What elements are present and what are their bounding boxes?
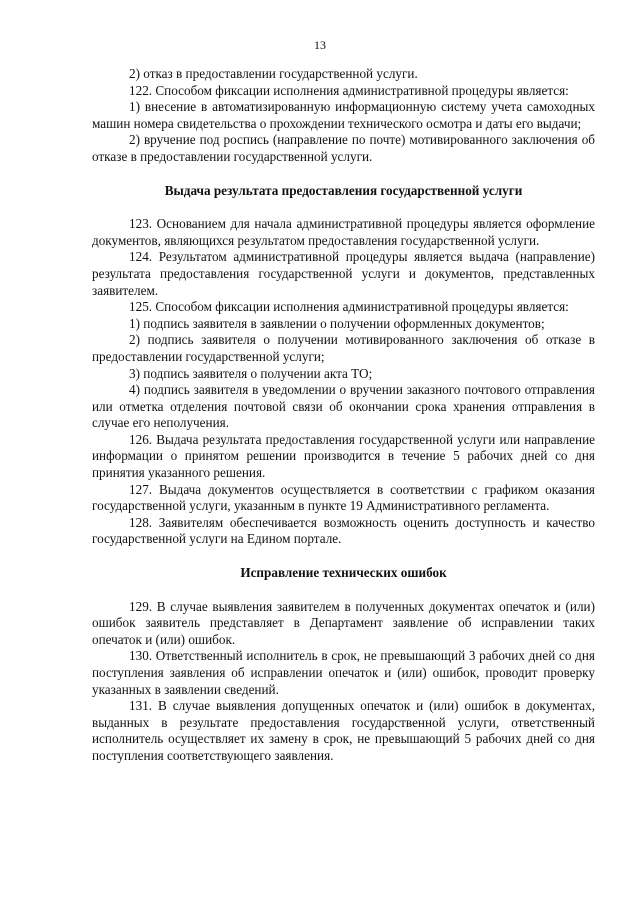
section-heading: Выдача результата предоставления государственной услуги [164,182,523,198]
paragraph: 128. Заявителям обеспечивается возможность оценить доступность и качество государственной услуги на Едином портале. [92,514,595,547]
page-number: 13 [314,38,326,52]
paragraph: 125. Способом фиксации исполнения административной процедуры является: [129,299,569,315]
paragraph: 126. Выдача результата предоставления государственной услуги или направление информации о принятом решении производится в течение 5 рабочих дней со дня принятия указанного решения. [92,431,595,481]
paragraph: 130. Ответственный исполнитель в срок, не превышающий 3 рабочих дней со дня поступления заявления об исправлении опечаток и (или) ошибок, проводит проверку указанных в заявлении сведений. [92,648,595,697]
paragraph: 129. В случае выявления заявителем в полученных документах опечаток и (или) ошибок заявитель представляет в Департамент заявление об исправлении таких опечаток и (или) ошибок. [92,598,595,647]
paragraph: 124. Результатом административной процедуры является выдача (направление) результата предоставления государственной услуги и документов, представленных заявителем. [92,249,595,298]
paragraph: 127. Выдача документов осуществляется в соответствии с графиком оказания государственной услуги, указанным в пункте 19 Административного регламента. [92,481,595,514]
paragraph: 1) внесение в автоматизированную информационную систему учета самоходных машин номера свидетельства о прохождении технического осмотра и даты его выдачи; [92,99,595,131]
paragraph: 3) подпись заявителя о получении акта ТО; [129,365,373,381]
section-heading: Исправление технических ошибок [240,565,447,581]
paragraph: 2) вручение под роспись (направление по почте) мотивированного заключения об отказе в предоставлении государственной услуги. [92,132,595,164]
paragraph: 122. Способом фиксации исполнения административной процедуры является: [129,82,569,98]
paragraph: 123. Основанием для начала административной процедуры является оформление документов, являющихся результатом предоставления государственной услуги. [92,216,595,248]
paragraph: 4) подпись заявителя в уведомлении о вручении заказного почтового отправления или отметка отделения почтовой связи об окончании срока хранения отправления в случае его неполучения. [92,382,595,431]
paragraph: 1) подпись заявителя в заявлении о получении оформленных документов; [129,315,545,331]
paragraph: 2) отказ в предоставлении государственной услуги. [129,66,418,81]
paragraph: 131. В случае выявления допущенных опечаток и (или) ошибок в документах, выданных в результате предоставления государственной услуги, ответственный исполнитель осуществляет их замену в срок, не превышающий 5 рабочих дней со дня поступления соответствующего заявления. [92,698,595,763]
paragraph: 2) подпись заявителя о получении мотивированного заключения об отказе в предоставлении государственной услуги; [92,332,595,364]
document-body [92,66,595,765]
